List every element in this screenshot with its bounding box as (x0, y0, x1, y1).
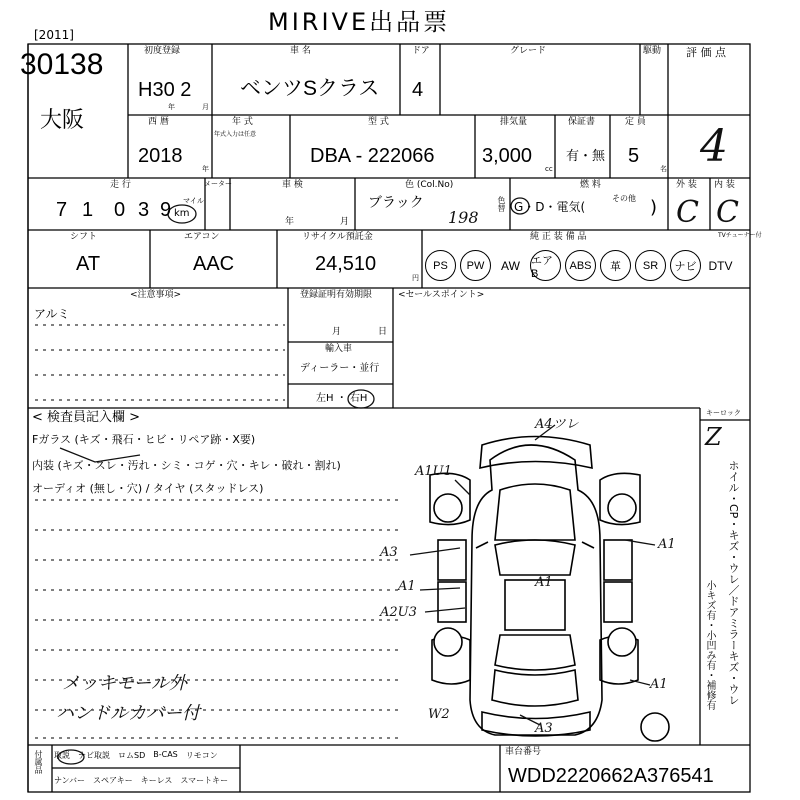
label-mileage: 走 行 (110, 180, 131, 190)
shift-value: AT (76, 253, 101, 275)
label-warranty: 保証書 (568, 117, 596, 127)
label-model-note: 年式入力は任意 (214, 131, 257, 138)
equipment-item: PS (425, 250, 456, 281)
dealer-text: ディーラー・並行 (300, 363, 380, 374)
fuel-value: G・D・電気( (514, 200, 586, 214)
accessory-item: リモコン (185, 751, 218, 760)
label-ins-year: 年 (285, 217, 295, 227)
notes-value: アルミ (34, 307, 70, 321)
lot-number: 30138 (20, 48, 104, 81)
accessory-item: スペアキー (93, 776, 133, 785)
mileage-digit-2: 0 (114, 199, 126, 221)
fuel-close: ) (650, 197, 658, 218)
label-color: 色 (Col.No) (405, 180, 454, 190)
side-vertical-text: ホイル・CP・キズ・ウレ／ドアミラーキズ・ウレ (727, 460, 740, 706)
label-month-r1: 月 (202, 103, 209, 111)
label-first-registration: 初度登録 (144, 46, 181, 56)
equipment-list (425, 250, 750, 284)
label-accessories: 付属品 (34, 750, 43, 774)
accessory-row-2 (54, 775, 228, 786)
venue-label: 大阪 (40, 108, 85, 133)
label-recycle: リサイクル預託金 (302, 232, 373, 242)
label-era: 年 (168, 103, 175, 111)
capacity-value: 5 (628, 145, 640, 167)
label-keylock: キーロック (706, 409, 741, 417)
side-vertical-text-2: 小キズ有・小凹み有・補修有 (704, 580, 715, 710)
mileage-unit: km (174, 208, 190, 219)
label-equipment: 純 正 装 備 品 (530, 232, 587, 242)
color-value: ブラック (368, 195, 424, 211)
label-cc: cc (545, 165, 553, 173)
label-reg-day: 日 (378, 327, 388, 337)
label-persons: 名 (660, 165, 667, 173)
mileage-digit-1: 1 (82, 199, 94, 221)
inspector-title: < 検査員記入欄 > (32, 410, 141, 425)
label-reg-month: 月 (332, 327, 342, 337)
label-meter: メーター (204, 180, 232, 188)
label-reg-expiry: 登録証明有効期限 (300, 290, 373, 300)
damage-mark-roof: A1 (535, 575, 553, 590)
accessory-item: ロムSD (118, 751, 146, 760)
label-fuel: 燃 料 (580, 180, 601, 190)
label-exterior: 外 装 (676, 180, 697, 190)
damage-mark-left-2: A1 (398, 579, 416, 594)
displacement-value: 3,000 (482, 145, 533, 167)
label-year-unit: 年 (202, 165, 209, 173)
aircon-value: AAC (193, 253, 235, 275)
label-displacement: 排気量 (500, 117, 528, 127)
inspector-line-2: 内装 (キズ・スレ・汚れ・シミ・コゲ・穴・キレ・破れ・割れ) (32, 459, 341, 472)
label-yen: 円 (412, 274, 419, 282)
accessory-item: スマートキー (180, 776, 229, 785)
damage-mark-front-left: A1U1 (415, 464, 452, 479)
label-capacity: 定 員 (625, 117, 646, 127)
car-name-value: ベンツSクラス (240, 77, 380, 100)
mileage-digit-0: 7 (56, 199, 68, 221)
accessory-item: キーレス (140, 776, 173, 785)
label-model-code: 型 式 (368, 117, 389, 127)
equipment-item: 革 (600, 250, 631, 281)
equipment-item: エアB (530, 250, 561, 281)
label-inspection: 車 検 (282, 180, 303, 190)
equipment-item: DTV (708, 258, 733, 273)
label-doors: ドア (412, 46, 430, 56)
score-value: 4 (700, 121, 728, 172)
label-color-change: 色替 (497, 196, 506, 212)
handle-text: 左H ・ 右H (316, 393, 368, 404)
mileage-digit-3: 3 (138, 199, 150, 221)
equipment-item: SR (635, 250, 666, 281)
handwriting-note-1: メッキモール外 (62, 673, 187, 694)
label-vin: 車台番号 (505, 747, 542, 757)
accessory-item: 取説 (54, 751, 70, 760)
vin-value: WDD2220662A376541 (508, 765, 714, 787)
form-title: MIRIVE出品票 (268, 8, 451, 36)
label-notes: <注意事項> (130, 290, 182, 300)
doors-value: 4 (412, 79, 424, 101)
label-drive: 駆動 (643, 46, 662, 56)
label-model-year: 年 式 (232, 117, 253, 127)
damage-mark-left-3: A2U3 (380, 605, 417, 620)
damage-mark-rear: A3 (535, 721, 553, 736)
label-shift: シフト (70, 232, 98, 242)
interior-value: C (716, 195, 739, 230)
label-fuel-other: その他 (612, 194, 636, 203)
year-badge: [2011] (34, 28, 74, 42)
recycle-value: 24,510 (315, 253, 377, 275)
label-ins-month: 月 (340, 217, 350, 227)
accessory-item: ナビ取説 (78, 751, 110, 760)
label-car-name: 車 名 (290, 46, 311, 56)
equipment-item: ABS (565, 250, 596, 281)
damage-mark-rear-left: W2 (428, 707, 450, 722)
label-interior: 内 装 (714, 180, 735, 190)
label-sales-point: <セールスポイント> (398, 290, 485, 300)
accessory-item: B-CAS (153, 750, 178, 759)
accessory-row-1 (54, 750, 218, 761)
inspector-line-3: オーディオ (無し・穴) / タイヤ (スタッドレス) (32, 482, 264, 495)
equipment-item: PW (460, 250, 491, 281)
handwriting-note-2: ハンドルカバー付 (56, 703, 200, 724)
damage-mark-right-2: A1 (650, 677, 668, 692)
label-year: 西 暦 (148, 117, 169, 127)
exterior-value: C (676, 195, 699, 230)
mileage-digit-4: 9 (160, 199, 172, 221)
damage-mark-front: A4ツレ (535, 417, 579, 432)
equipment-item: ナビ (670, 250, 701, 281)
damage-mark-left-1: A3 (380, 545, 398, 560)
equipment-item: AW (501, 258, 520, 273)
label-mile: マイル (183, 197, 204, 205)
label-import: 輸入車 (325, 344, 353, 354)
keylock-value: Z (705, 423, 722, 451)
label-aircon: エアコン (184, 232, 220, 242)
damage-mark-right-1: A1 (658, 537, 676, 552)
model-code-value: DBA - 222066 (310, 145, 435, 167)
first-registration-value: H30 2 (138, 79, 192, 101)
year-value: 2018 (138, 145, 183, 167)
inspector-line-1: Fガラス (キズ・飛石・ヒビ・リペア跡・X要) (32, 433, 256, 446)
warranty-value: 有・無 (566, 149, 606, 164)
color-code: 198 (448, 208, 479, 227)
label-grade: グレード (510, 46, 547, 56)
accessory-item: ナンバー (54, 776, 86, 785)
label-score: 評 価 点 (686, 46, 726, 59)
label-tv-tuner: TVチューナー付 (718, 232, 762, 239)
